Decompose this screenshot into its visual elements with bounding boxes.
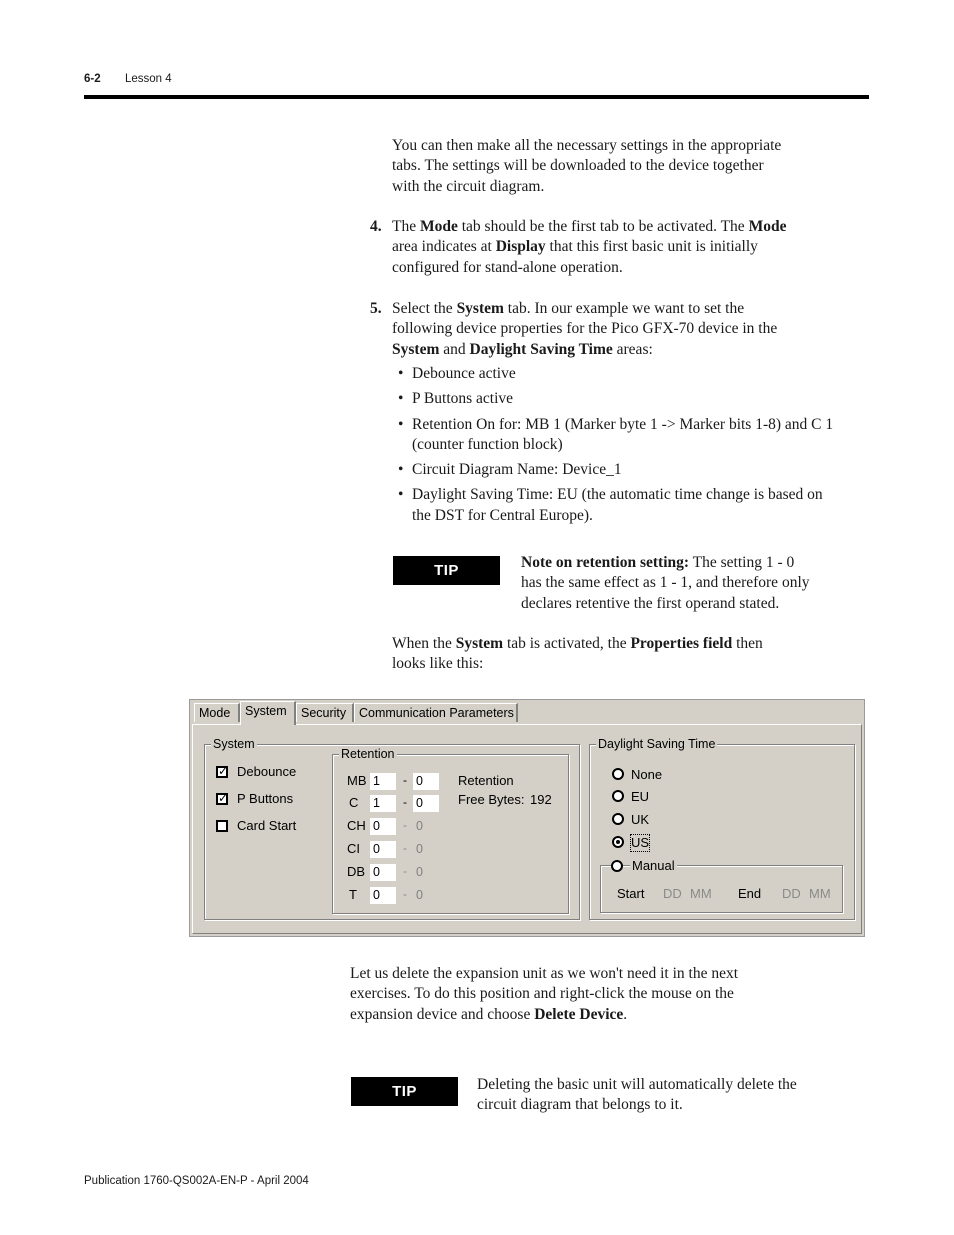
c-to-field[interactable]: 0 — [413, 795, 439, 812]
debounce-checkbox[interactable] — [216, 766, 228, 778]
daylight-saving-group — [589, 737, 855, 920]
dst-none-label: None — [631, 767, 663, 782]
system-tab-panel — [192, 724, 862, 934]
step-4-number: 4. — [370, 218, 382, 235]
step-5-text: Select the System tab. In our example we want to set the following device properties for the Pico GFX-70 device in the System and Daylight Saving Time areas: — [392, 300, 778, 358]
bullet-item: • Debounce active — [392, 364, 842, 384]
start-day-field: DD — [663, 886, 682, 901]
retention-group — [332, 747, 569, 914]
retention-group-title: Retention — [341, 747, 395, 761]
retention-row-label: CI — [347, 841, 360, 856]
start-month-field: MM — [690, 886, 712, 901]
card-start-checkbox[interactable] — [216, 820, 228, 832]
intro-paragraph — [392, 136, 862, 197]
range-separator: - — [403, 887, 407, 901]
free-bytes-label: Free Bytes: — [458, 792, 525, 807]
db-to-field: 0 — [413, 864, 439, 881]
bullet-item: • Daylight Saving Time: EU (the automatic time change is based on the DST for Central Europe). — [392, 485, 842, 526]
tab-strip — [190, 700, 864, 724]
ch-to-field: 0 — [413, 818, 439, 835]
delete-device-paragraph: Let us delete the expansion unit as we won't need it in the next exercises. To do this position and right-click the mouse on the expansion device and choose Delete Device. — [350, 965, 739, 1023]
range-separator: - — [403, 864, 407, 878]
range-separator: - — [403, 818, 407, 832]
manual-start-label: Start — [617, 886, 645, 901]
publication-footer: Publication 1760-QS002A-EN-P - April 2004 — [84, 1175, 309, 1187]
tab-system[interactable]: System — [240, 701, 296, 725]
dst-us-label: US — [631, 835, 650, 850]
bullet-item: • Retention On for: MB 1 (Marker byte 1 -> Marker bits 1-8) and C 1 (counter function block) — [392, 415, 842, 456]
tab-communication-parameters[interactable]: Communication Parameters — [354, 703, 518, 722]
manual-end-label: End — [738, 886, 762, 901]
manual-dst-group — [600, 858, 843, 913]
intro-line: You can then make all the necessary settings in the appropriate — [392, 137, 782, 154]
tab-security[interactable]: Security — [296, 703, 354, 722]
card-start-label: Card Start — [237, 818, 297, 833]
ci-to-field: 0 — [413, 841, 439, 858]
free-bytes-value: 192 — [530, 792, 552, 807]
dst-uk-label: UK — [631, 812, 650, 827]
retention-row-label: DB — [347, 864, 366, 879]
tab-mode[interactable]: Mode — [194, 703, 240, 722]
range-separator: - — [403, 773, 407, 787]
end-month-field: MM — [809, 886, 831, 901]
intro-line: tabs. The settings will be downloaded to the device together — [392, 157, 764, 175]
retention-row-label: C — [349, 795, 359, 810]
tip-badge: TIP — [393, 556, 500, 585]
mb-to-field[interactable]: 0 — [413, 773, 439, 790]
ci-from-field[interactable]: 0 — [370, 841, 396, 858]
retention-info-label: Retention — [458, 773, 514, 788]
p-buttons-label: P Buttons — [237, 791, 294, 806]
c-from-field[interactable]: 1 — [370, 795, 396, 812]
db-from-field[interactable]: 0 — [370, 864, 396, 881]
page-number: 6-2 — [84, 73, 101, 85]
system-group-title: System — [213, 737, 255, 751]
step-4-text: The Mode tab should be the first tab to be activated. The Mode area indicates at Display that this first basic unit is initially configured for stand-alone operation. — [392, 218, 787, 276]
range-separator: - — [403, 795, 407, 809]
properties-dialog — [189, 699, 865, 937]
debounce-label: Debounce — [237, 764, 297, 779]
bullet-item: • Circuit Diagram Name: Device_1 — [392, 460, 842, 480]
dst-group-title: Daylight Saving Time — [598, 737, 716, 751]
range-separator: - — [403, 841, 407, 855]
step-5-number: 5. — [370, 300, 382, 317]
p-buttons-checkbox[interactable] — [216, 793, 228, 805]
dst-eu-radio[interactable] — [612, 790, 624, 802]
t-from-field[interactable]: 0 — [370, 887, 396, 904]
system-group — [204, 737, 580, 920]
dst-manual-label: Manual — [632, 858, 675, 873]
retention-row-label: CH — [347, 818, 366, 833]
dst-uk-radio[interactable] — [612, 813, 624, 825]
t-to-field: 0 — [413, 887, 439, 904]
check-mark-icon: ✓ — [218, 791, 229, 805]
dst-eu-label: EU — [631, 789, 650, 804]
dst-none-radio[interactable] — [612, 768, 624, 780]
header-rule — [84, 95, 869, 99]
mb-from-field[interactable]: 1 — [370, 773, 396, 790]
lesson-label: Lesson 4 — [125, 73, 172, 85]
check-mark-icon: ✓ — [218, 764, 229, 778]
dst-manual-radio[interactable] — [611, 860, 623, 872]
end-day-field: DD — [782, 886, 801, 901]
retention-row-label: T — [349, 887, 357, 902]
tip-retention-text: Note on retention setting: The setting 1 - 0 has the same effect as 1 - 1, and therefore only declares retentive the first operand stated. — [521, 554, 810, 612]
retention-row-label: MB — [347, 773, 367, 788]
property-bullet-list — [392, 364, 842, 531]
dst-us-radio[interactable] — [612, 836, 624, 848]
bullet-item: • P Buttons active — [392, 389, 842, 409]
tip-badge: TIP — [351, 1077, 458, 1106]
system-tab-intro: When the System tab is activated, the Properties field then looks like this: — [392, 635, 763, 673]
ch-from-field[interactable]: 0 — [370, 818, 396, 835]
radio-selected-dot — [616, 840, 620, 844]
intro-line: with the circuit diagram. — [392, 177, 545, 195]
tip-delete-text: Deleting the basic unit will automatically delete the circuit diagram that belongs to it. — [477, 1076, 797, 1114]
